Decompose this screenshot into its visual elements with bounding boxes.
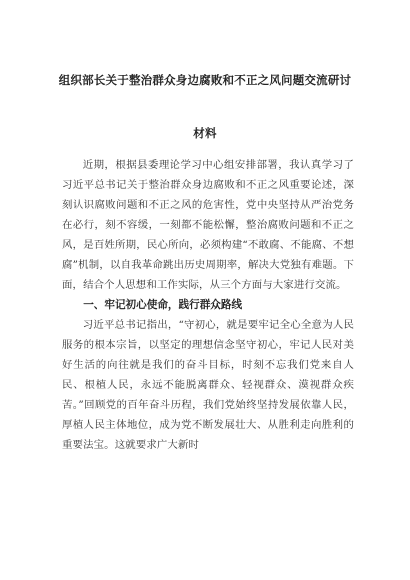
document-title-line2: 材料 — [193, 126, 217, 140]
section-heading: 一、牢记初心使命，践行群众路线 — [83, 299, 243, 311]
section-paragraph: 习近平总书记指出，“守初心，就是要牢记全心全意为人民服务的根本宗旨，以坚定的理想信念坚守初心，牢记人民对美好生活的向往就是我们的奋斗目标，时刻不忘我们党来自人民、根植人民，永远不能脱离群众、轻视群众、漠视群众疾苦。”回顾党的百年奋斗历程，我们党始终坚持发展依靠人民，厚植人民主体地位，成为党不断发展壮大、从胜利走向胜利的重要法宝。这就要求广大新时 — [62, 319, 354, 451]
document-title-line1: 组织部长关于整治群众身边腐败和不正之风问题交流研讨 — [58, 73, 352, 87]
document-body — [62, 155, 354, 455]
intro-paragraph: 近期，根据县委理论学习中心组安排部署，我认真学习了习近平总书记关于整治群众身边腐败和不正之风重要论述，深刻认识腐败问题和不正之风的危害性，党中央坚持从严治党务在必行，刻不容缓，一刻都不能松懈，整治腐败问题和不正之风，是百姓所期，民心所向，必须构建“不敢腐、不能腐、不想腐”机制，以自我革命跳出历史周期率，解决大党独有难题。下面，结合个人思想和工作实际，从三个方面与大家进行交流。 — [62, 159, 354, 291]
